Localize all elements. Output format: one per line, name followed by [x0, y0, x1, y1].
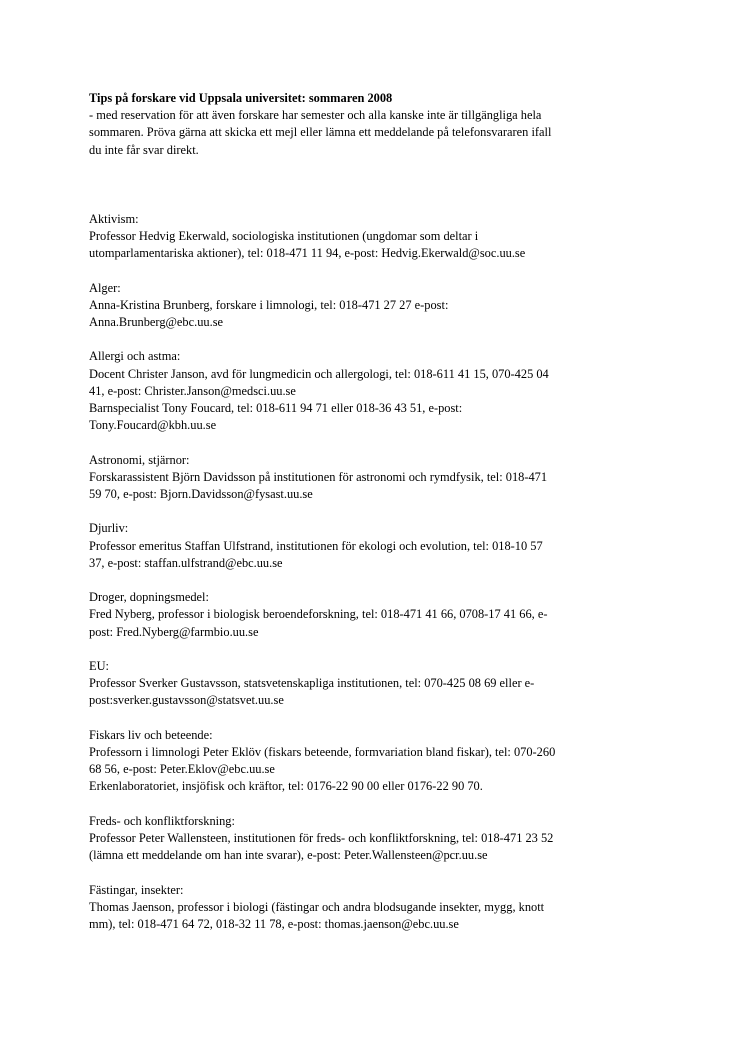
contact-line: Anna.Brunberg@ebc.uu.se — [89, 315, 224, 330]
contact-line: Professor Peter Wallensteen, institutionen för freds- och konfliktforskning, tel: 018-471 23 52 — [89, 831, 554, 845]
topic-heading: Droger, dopningsmedel: — [89, 590, 209, 605]
topic-section — [89, 211, 669, 263]
topic-section — [89, 348, 669, 434]
topic-heading: EU: — [89, 659, 109, 673]
document-page — [89, 90, 669, 950]
contact-line: Forskarassistent Björn Davidsson på institutionen för astronomi och rymdfysik, tel: 018-471 — [89, 469, 548, 484]
contact-line: 37, e-post: staffan.ulfstrand@ebc.uu.se — [89, 555, 283, 570]
topic-section — [89, 813, 669, 865]
contact-line: 68 56, e-post: Peter.Eklov@ebc.uu.se — [89, 762, 275, 777]
contact-line: Professor emeritus Staffan Ulfstrand, institutionen för ekologi och evolution, tel: 018-10 57 — [89, 538, 543, 553]
contact-line: Fred Nyberg, professor i biologisk beroendeforskning, tel: 018-471 41 66, 0708-17 41 66, e- — [89, 607, 548, 622]
contact-sections — [89, 211, 669, 933]
contact-line: Erkenlaboratoriet, insjöfisk och kräftor, tel: 0176-22 90 00 eller 0176-22 90 70. — [89, 779, 483, 794]
contact-line: utomparlamentariska aktioner), tel: 018-471 11 94, e-post: Hedvig.Ekerwald@soc.uu.se — [89, 246, 526, 261]
contact-line: Professorn i limnologi Peter Eklöv (fiskars beteende, formvariation bland fiskar), tel: 070-260 — [89, 745, 556, 759]
contact-line: post: Fred.Nyberg@farmbio.uu.se — [89, 624, 259, 639]
contact-line: mm), tel: 018-471 64 72, 018-32 11 78, e-post: thomas.jaenson@ebc.uu.se — [89, 917, 459, 931]
topic-heading: Djurliv: — [89, 521, 129, 536]
topic-heading: Fiskars liv och beteende: — [89, 727, 213, 742]
intro-line: - med reservation för att även forskare har semester och alla kanske inte är tillgängliga hela — [89, 108, 542, 123]
topic-section — [89, 882, 669, 934]
contact-line: Professor Sverker Gustavsson, statsvetenskapliga institutionen, tel: 070-425 08 69 eller e- — [89, 676, 535, 691]
topic-heading: Aktivism: — [89, 211, 139, 226]
document-title: Tips på forskare vid Uppsala universitet: sommaren 2008 — [89, 91, 393, 105]
contact-line: Anna-Kristina Brunberg, forskare i limnologi, tel: 018-471 27 27 e-post: — [89, 297, 449, 312]
contact-line: Docent Christer Janson, avd för lungmedicin och allergologi, tel: 018-611 41 15, 070-425 04 — [89, 366, 549, 381]
topic-section — [89, 520, 669, 572]
topic-heading: Allergi och astma: — [89, 349, 181, 364]
topic-section — [89, 727, 669, 796]
intro-line: du inte får svar direkt. — [89, 142, 199, 157]
topic-heading: Astronomi, stjärnor: — [89, 452, 190, 467]
intro-paragraph — [89, 107, 669, 159]
topic-section — [89, 452, 669, 504]
contact-line: post:sverker.gustavsson@statsvet.uu.se — [89, 693, 284, 708]
contact-line: (lämna ett meddelande om han inte svarar), e-post: Peter.Wallensteen@pcr.uu.se — [89, 848, 488, 863]
topic-heading: Fästingar, insekter: — [89, 882, 184, 897]
intro-line: sommaren. Pröva gärna att skicka ett mejl eller lämna ett meddelande på telefonsvararen ifall — [89, 125, 552, 140]
topic-heading: Freds- och konfliktforskning: — [89, 813, 235, 828]
topic-heading: Alger: — [89, 280, 121, 295]
topic-section — [89, 280, 669, 332]
contact-line: 41, e-post: Christer.Janson@medsci.uu.se — [89, 383, 296, 398]
contact-line: Professor Hedvig Ekerwald, sociologiska institutionen (ungdomar som deltar i — [89, 229, 479, 244]
contact-line: Tony.Foucard@kbh.uu.se — [89, 418, 217, 433]
contact-line: Thomas Jaenson, professor i biologi (fästingar och andra blodsugande insekter, mygg, knott — [89, 899, 545, 914]
contact-line: Barnspecialist Tony Foucard, tel: 018-611 94 71 eller 018-36 43 51, e-post: — [89, 401, 463, 416]
topic-section — [89, 658, 669, 710]
contact-line: 59 70, e-post: Bjorn.Davidsson@fysast.uu.se — [89, 487, 313, 502]
topic-section — [89, 589, 669, 641]
